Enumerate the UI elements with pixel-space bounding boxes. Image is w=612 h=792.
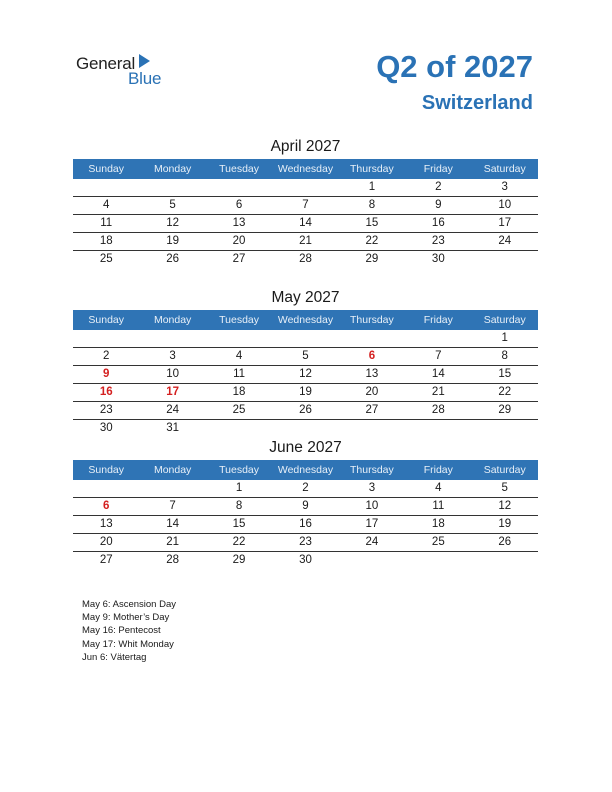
empty-day-cell [272,420,338,437]
week-row [73,402,538,420]
weekday-label: Friday [423,163,453,175]
day-cell: 14 [299,217,312,229]
day-cell: 26 [498,536,512,548]
day-cell: 9 [103,368,110,380]
week-row [73,251,538,268]
day-cell: 4 [103,199,110,211]
day-cell: 17 [365,518,379,530]
month-calendar [73,436,538,569]
day-cell: 20 [365,386,379,398]
day-cell: 16 [299,518,312,530]
day-cell: 2 [103,350,110,362]
weekday-label: Sunday [88,163,125,175]
day-cell: 18 [431,518,445,530]
empty-day-cell [139,480,205,497]
day-cell: 7 [435,350,442,362]
day-cell: 25 [232,404,246,416]
weekday-label: Monday [153,163,192,175]
day-cell: 28 [166,554,180,566]
day-cell: 27 [232,253,246,265]
day-cell: 29 [232,554,246,566]
month-calendar [73,286,538,437]
day-cell: 30 [99,422,113,434]
day-cell: 13 [365,368,379,380]
day-cell: 24 [498,235,512,247]
day-cell: 8 [235,500,243,512]
empty-day-cell [472,552,538,569]
weekday-label: Tuesday [219,464,259,476]
week-row [73,534,538,552]
day-cell: 26 [166,253,180,265]
day-cell: 23 [99,404,113,416]
day-cell: 16 [99,386,113,398]
day-cell: 26 [299,404,312,416]
day-cell: 4 [235,350,243,362]
day-cell: 23 [299,536,312,548]
week-row [73,179,538,197]
week-row [73,516,538,534]
day-cell: 6 [368,350,376,362]
holiday-notes [82,598,176,664]
day-cell: 3 [169,350,176,362]
day-cell: 25 [431,536,445,548]
day-cell: 30 [299,554,312,566]
day-cell: 27 [365,404,379,416]
week-row [73,552,538,569]
day-cell: 24 [365,536,379,548]
day-cell: 6 [235,199,243,211]
day-cell: 29 [365,253,379,265]
weekday-header [73,460,538,480]
month-calendar [73,135,538,268]
empty-day-cell [73,179,139,196]
day-cell: 19 [498,518,512,530]
day-cell: 14 [431,368,445,380]
day-cell: 13 [232,217,246,229]
day-cell: 12 [299,368,312,380]
weekday-header [73,310,538,330]
weekday-label: Friday [423,314,453,326]
weekday-label: Thursday [350,314,394,326]
day-cell: 30 [431,253,445,265]
empty-day-cell [139,330,205,347]
empty-day-cell [206,420,272,437]
weekday-label: Saturday [483,464,526,476]
empty-day-cell [206,179,272,196]
weekday-label: Saturday [483,163,526,175]
week-row [73,498,538,516]
holiday-note: May 17: Whit Monday [82,638,174,650]
holiday-note: May 9: Mother’s Day [82,612,170,624]
day-cell: 28 [299,253,312,265]
flag-icon [139,54,150,68]
empty-day-cell [339,552,405,569]
week-row [73,348,538,366]
month-title: April 2027 [270,138,341,155]
day-cell: 1 [235,482,243,494]
day-cell: 15 [498,368,512,380]
weekday-label: Wednesday [277,163,334,175]
day-cell: 14 [166,518,180,530]
page-title: Q2 of 2027 [376,49,533,84]
day-cell: 20 [232,235,246,247]
day-cell: 5 [302,350,309,362]
month-title: June 2027 [269,439,342,456]
empty-day-cell [139,179,205,196]
logo-text-general: General [76,54,136,73]
day-cell: 13 [99,518,113,530]
day-cell: 22 [365,235,379,247]
day-cell: 1 [368,181,376,193]
week-row [73,420,538,437]
day-cell: 22 [498,386,512,398]
day-cell: 7 [169,500,176,512]
holiday-note: May 6: Ascension Day [82,599,176,610]
day-cell: 15 [365,217,379,229]
day-cell: 17 [166,386,180,398]
week-row [73,330,538,348]
week-row [73,197,538,215]
country-name: Switzerland [421,92,533,114]
day-cell: 15 [232,518,246,530]
day-cell: 21 [431,386,445,398]
week-row [73,215,538,233]
holiday-note: Jun 6: Vätertag [82,651,147,663]
empty-day-cell [272,179,338,196]
day-cell: 2 [302,482,309,494]
day-cell: 5 [501,482,508,494]
day-cell: 23 [431,235,445,247]
weekday-label: Sunday [88,464,125,476]
day-cell: 21 [299,235,312,247]
empty-day-cell [405,330,471,347]
day-cell: 16 [431,217,445,229]
weekday-label: Tuesday [219,314,259,326]
day-cell: 1 [501,332,508,344]
logo-text-blue: Blue [128,69,162,88]
day-cell: 8 [501,350,508,362]
day-cell: 31 [166,422,180,434]
day-cell: 7 [302,199,309,211]
day-cell: 18 [99,235,113,247]
empty-day-cell [405,420,471,437]
day-cell: 18 [232,386,246,398]
day-cell: 21 [166,536,180,548]
day-cell: 17 [498,217,512,229]
holiday-note: May 16: Pentecost [82,625,161,637]
weekday-label: Saturday [483,314,526,326]
day-cell: 10 [166,368,180,380]
empty-day-cell [272,330,338,347]
day-cell: 2 [435,181,442,193]
month-title: May 2027 [271,289,340,306]
day-cell: 9 [302,500,309,512]
empty-day-cell [405,552,471,569]
day-cell: 24 [166,404,180,416]
weekday-header [73,159,538,179]
day-cell: 20 [99,536,113,548]
day-cell: 25 [99,253,113,265]
weekday-label: Thursday [350,163,394,175]
logo [76,52,186,88]
day-cell: 19 [166,235,180,247]
empty-day-cell [206,330,272,347]
weekday-label: Wednesday [277,464,334,476]
empty-day-cell [472,420,538,437]
day-cell: 8 [368,199,376,211]
day-cell: 11 [233,368,246,380]
day-cell: 10 [365,500,379,512]
day-cell: 12 [498,500,512,512]
weekday-label: Tuesday [219,163,259,175]
day-cell: 4 [435,482,442,494]
day-cell: 9 [435,199,442,211]
day-cell: 5 [169,199,176,211]
day-cell: 29 [498,404,512,416]
weekday-label: Monday [153,314,192,326]
day-cell: 10 [498,199,512,211]
day-cell: 19 [299,386,312,398]
day-cell: 6 [103,500,110,512]
week-row [73,480,538,498]
week-row [73,384,538,402]
day-cell: 12 [166,217,180,229]
day-cell: 11 [100,217,113,229]
empty-day-cell [339,330,405,347]
week-row [73,233,538,251]
day-cell: 22 [232,536,246,548]
day-cell: 11 [432,500,445,512]
week-row [73,366,538,384]
day-cell: 27 [99,554,113,566]
weekday-label: Friday [423,464,453,476]
empty-day-cell [472,251,538,268]
weekday-label: Monday [153,464,192,476]
day-cell: 3 [368,482,376,494]
weekday-label: Sunday [88,314,125,326]
day-cell: 28 [431,404,445,416]
empty-day-cell [73,480,139,497]
empty-day-cell [339,420,405,437]
empty-day-cell [73,330,139,347]
weekday-label: Wednesday [277,314,334,326]
weekday-label: Thursday [350,464,394,476]
day-cell: 3 [501,181,508,193]
